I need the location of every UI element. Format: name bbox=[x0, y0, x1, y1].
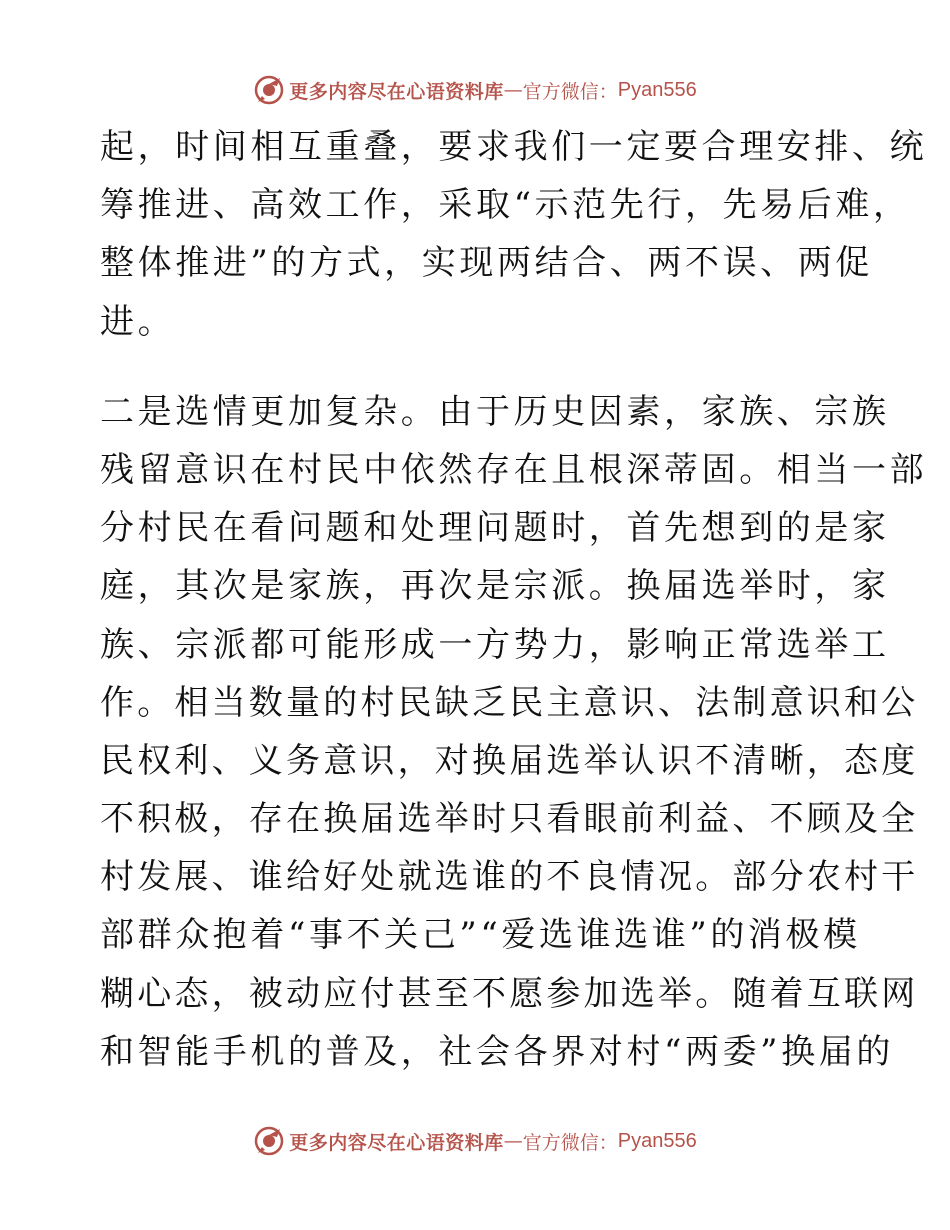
document-body bbox=[100, 118, 928, 1081]
text-line: 和智能手机的普及，社会各界对村“两委”换届的 bbox=[100, 1031, 894, 1072]
text-line: 部群众抱着“事不关己”“爱选谁选谁”的消极模 bbox=[100, 915, 861, 956]
paragraph-1 bbox=[100, 118, 928, 351]
paragraph-2 bbox=[100, 383, 928, 1081]
text-line: 糊心态，被动应付甚至不愿参加选举。随着互联网 bbox=[100, 973, 919, 1014]
text-line: 残留意识在村民中依然存在且根深蒂固。相当一部 bbox=[100, 449, 928, 490]
text-line: 筹推进、高效工作，采取“示范先行，先易后难， bbox=[100, 185, 911, 226]
banner-wechat-label: 官方微信： bbox=[522, 80, 618, 103]
banner-wechat-id: Pyan556 bbox=[617, 1129, 697, 1152]
banner-slogan: 更多内容尽在心语资料库 bbox=[289, 80, 504, 103]
banner-slogan: 更多内容尽在心语资料库 bbox=[289, 1131, 504, 1154]
banner-dash: — bbox=[503, 1130, 523, 1152]
text-line: 二是选情更加复杂。由于历史因素，家族、宗族 bbox=[100, 391, 890, 432]
banner-wechat-label: 官方微信： bbox=[522, 1131, 618, 1154]
library-logo-icon bbox=[253, 74, 285, 106]
banner-dash: — bbox=[503, 79, 523, 101]
header-watermark-banner bbox=[0, 73, 950, 107]
library-logo-icon bbox=[253, 1125, 285, 1157]
banner-wechat-id: Pyan556 bbox=[617, 78, 697, 101]
footer-watermark-banner bbox=[0, 1124, 950, 1158]
text-line: 整体推进”的方式，实现两结合、两不误、两促 bbox=[100, 243, 873, 284]
text-line: 作。相当数量的村民缺乏民主意识、法制意识和公 bbox=[100, 682, 919, 723]
text-line: 民权利、义务意识，对换届选举认识不清晰，态度 bbox=[100, 740, 919, 781]
text-line: 进。 bbox=[100, 301, 176, 342]
text-line: 族、宗派都可能形成一方势力，影响正常选举工 bbox=[100, 624, 890, 665]
text-line: 不积极，存在换届选举时只看眼前利益、不顾及全 bbox=[100, 799, 919, 840]
text-line: 分村民在看问题和处理问题时，首先想到的是家 bbox=[100, 508, 890, 549]
text-line: 起，时间相互重叠，要求我们一定要合理安排、统 bbox=[100, 127, 928, 167]
text-line: 庭，其次是家族，再次是宗派。换届选举时，家 bbox=[100, 566, 890, 607]
text-line: 村发展、谁给好处就选谁的不良情况。部分农村干 bbox=[100, 857, 919, 898]
